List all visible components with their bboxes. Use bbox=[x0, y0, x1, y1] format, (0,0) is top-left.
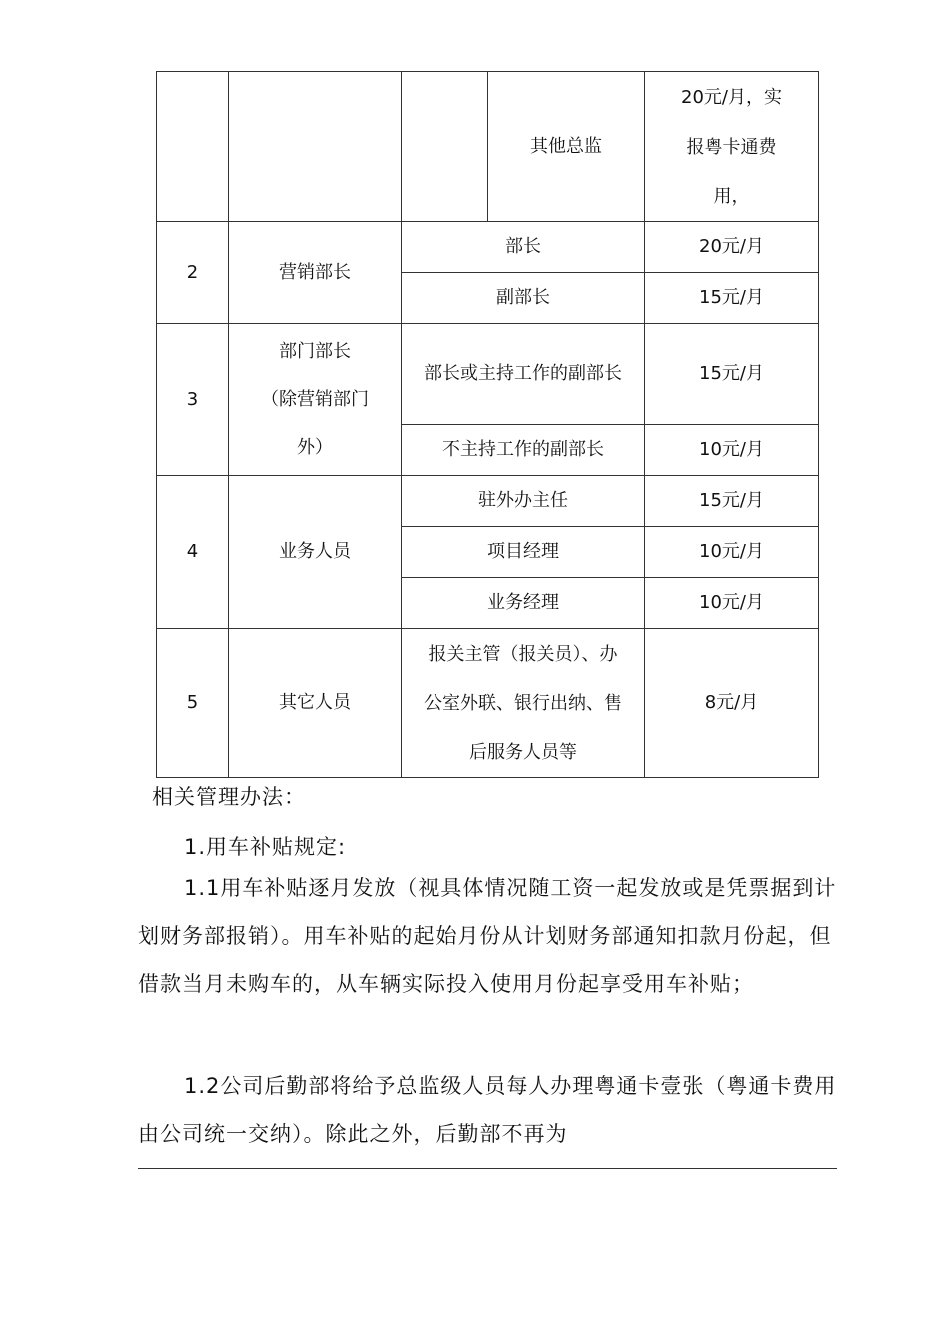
table-cell-position: 不主持工作的副部长 bbox=[402, 425, 645, 476]
table-row bbox=[157, 476, 819, 527]
table-row bbox=[157, 72, 819, 222]
table-cell-position: 业务经理 bbox=[402, 578, 645, 629]
table-cell-empty bbox=[229, 72, 402, 222]
position-line: 后服务人员等 bbox=[469, 741, 577, 763]
table-cell-position: 副部长 bbox=[402, 273, 645, 324]
table-cell-empty bbox=[402, 72, 488, 222]
table-cell-amount bbox=[645, 72, 819, 222]
table-cell-position: 部长或主持工作的副部长 bbox=[402, 324, 645, 425]
table-cell-position: 部长 bbox=[402, 222, 645, 273]
position-line: 公室外联、银行出纳、售 bbox=[424, 692, 622, 714]
table-cell-position: 其他总监 bbox=[488, 72, 645, 222]
table-cell-amount: 15元/月 bbox=[645, 476, 819, 527]
allowance-table bbox=[156, 71, 819, 778]
section-heading: 相关管理办法： bbox=[152, 785, 306, 809]
category-line: 外） bbox=[297, 436, 333, 458]
position-line: 报关主管（报关员）、办 bbox=[428, 643, 618, 665]
table-cell-empty bbox=[157, 72, 229, 222]
table-cell-position: 驻外办主任 bbox=[402, 476, 645, 527]
paragraph: 1.2公司后勤部将给予总监级人员每人办理粤通卡壹张（粤通卡费用由公司统一交纳）。除此之外，后勤部不再为 bbox=[138, 1074, 837, 1146]
table-cell-category: 业务人员 bbox=[229, 476, 402, 629]
table-cell-amount: 10元/月 bbox=[645, 527, 819, 578]
amount-line: 报粤卡通费 bbox=[686, 136, 777, 158]
table-cell-amount: 10元/月 bbox=[645, 578, 819, 629]
table-cell-category: 其它人员 bbox=[229, 629, 402, 778]
amount-line: 用， bbox=[713, 185, 750, 207]
table-cell-amount: 8元/月 bbox=[645, 629, 819, 778]
paragraph: 1.用车补贴规定: bbox=[184, 835, 347, 859]
table-cell-amount: 20元/月 bbox=[645, 222, 819, 273]
table-cell-amount: 15元/月 bbox=[645, 324, 819, 425]
amount-line: 20元/月，实 bbox=[681, 86, 782, 108]
table-cell-category bbox=[229, 324, 402, 476]
category-line: （除营销部门 bbox=[261, 388, 369, 410]
table-row bbox=[157, 629, 819, 778]
paragraph: 1.1用车补贴逐月发放（视具体情况随工资一起发放或是凭票据到计划财务部报销）。用车补贴的起始月份从计划财务部通知扣款月份起，但借款当月未购车的，从车辆实际投入使用月份起享受用车补贴； bbox=[138, 876, 837, 996]
table-cell-position bbox=[402, 629, 645, 778]
table-cell-amount: 10元/月 bbox=[645, 425, 819, 476]
table-cell-number: 5 bbox=[157, 629, 229, 778]
category-line: 部门部长 bbox=[279, 340, 351, 362]
table-cell-number: 4 bbox=[157, 476, 229, 629]
table-cell-category: 营销部长 bbox=[229, 222, 402, 324]
footer-divider bbox=[138, 1168, 837, 1169]
table-cell-amount: 15元/月 bbox=[645, 273, 819, 324]
table-cell-position: 项目经理 bbox=[402, 527, 645, 578]
table-cell-number: 3 bbox=[157, 324, 229, 476]
table-row bbox=[157, 324, 819, 425]
table-row bbox=[157, 222, 819, 273]
table-cell-number: 2 bbox=[157, 222, 229, 324]
